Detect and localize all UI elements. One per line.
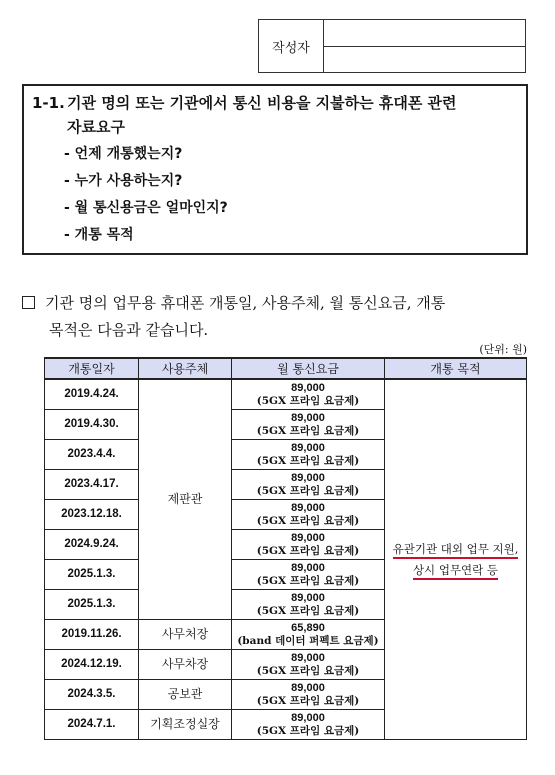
date-cell: 2019.11.26. [45,620,139,650]
intro-paragraph [22,290,532,344]
fee-cell [232,379,385,410]
author-line [324,20,525,47]
fee-cell [232,470,385,500]
request-title [32,92,518,114]
user-cell: 제판관 [139,379,232,620]
request-item: - 언제 개통했는지? [64,146,183,162]
date-cell: 2025.1.3. [45,590,139,620]
fee-cell [232,590,385,620]
fee-amount: 89,000 [291,711,325,724]
request-title-text: 기관 명의 또는 기관에서 통신 비용을 지불하는 휴대폰 관련 [67,94,457,112]
date-cell: 2024.7.1. [45,710,139,740]
fee-amount: 89,000 [291,531,325,544]
square-bullet-icon [22,296,35,309]
fee-amount: 89,000 [291,561,325,574]
user-cell: 공보관 [139,680,232,710]
user-cell: 사무처장 [139,620,232,650]
fee-plan: (5GX 프라임 요금제) [256,574,360,587]
fee-amount: 89,000 [291,411,325,424]
fee-cell [232,530,385,560]
date-cell: 2023.4.4. [45,440,139,470]
request-item: - 개통 목적 [64,227,134,243]
date-cell: 2023.4.17. [45,470,139,500]
fee-cell [232,440,385,470]
fee-plan: (5GX 프라임 요금제) [256,544,360,557]
fee-cell [232,410,385,440]
author-line [324,47,525,73]
fee-plan: (5GX 프라임 요금제) [256,424,360,437]
date-cell: 2025.1.3. [45,560,139,590]
request-box [22,84,528,255]
fee-plan: (5GX 프라임 요금제) [256,484,360,497]
user-cell: 사무차장 [139,650,232,680]
fee-plan: (5GX 프라임 요금제) [256,724,360,737]
author-label: 작성자 [259,20,324,72]
fee-amount: 89,000 [291,681,325,694]
fee-plan: (5GX 프라임 요금제) [256,394,360,407]
fee-cell [232,560,385,590]
fee-amount: 89,000 [291,471,325,484]
table-row [45,379,527,410]
purpose-line: 유관기관 대외 업무 지원, [393,542,519,559]
intro-line: 목적은 다음과 같습니다. [49,321,209,339]
phone-table [44,357,527,740]
fee-plan: (5GX 프라임 요금제) [256,664,360,677]
header-date: 개통일자 [45,358,139,379]
date-cell: 2024.12.19. [45,650,139,680]
fee-plan: (5GX 프라임 요금제) [256,514,360,527]
fee-cell [232,650,385,680]
fee-cell [232,710,385,740]
author-signature-lines [324,20,525,72]
date-cell: 2019.4.30. [45,410,139,440]
request-title-continued: 자료요구 [67,118,125,136]
request-number: 1-1. [32,94,65,112]
fee-amount: 89,000 [291,441,325,454]
request-items [32,141,518,249]
user-cell: 기획조정실장 [139,710,232,740]
header-purpose: 개통 목적 [385,358,527,379]
fee-amount: 89,000 [291,501,325,514]
intro-line: 기관 명의 업무용 휴대폰 개통일, 사용주체, 월 통신요금, 개통 [45,294,446,312]
unit-label: (단위: 원) [479,343,527,356]
fee-plan: (5GX 프라임 요금제) [256,604,360,617]
date-cell: 2024.9.24. [45,530,139,560]
fee-plan: (5GX 프라임 요금제) [256,694,360,707]
fee-amount: 65,890 [291,621,325,634]
purpose-cell [385,379,527,740]
fee-cell [232,680,385,710]
purpose-line: 상시 업무연락 등 [413,563,498,580]
table-header-row [45,358,527,379]
fee-plan: (5GX 프라임 요금제) [256,454,360,467]
author-box [258,19,526,73]
request-item: - 월 통신용금은 얼마인지? [64,200,228,216]
fee-amount: 89,000 [291,651,325,664]
fee-cell [232,620,385,650]
date-cell: 2023.12.18. [45,500,139,530]
date-cell: 2019.4.24. [45,379,139,410]
fee-plan: (band 데이터 퍼펙트 요금제) [237,634,379,647]
header-user: 사용주체 [139,358,232,379]
fee-amount: 89,000 [291,591,325,604]
header-fee: 월 통신요금 [232,358,385,379]
date-cell: 2024.3.5. [45,680,139,710]
fee-cell [232,500,385,530]
fee-amount: 89,000 [291,381,325,394]
request-item: - 누가 사용하는지? [64,173,183,189]
